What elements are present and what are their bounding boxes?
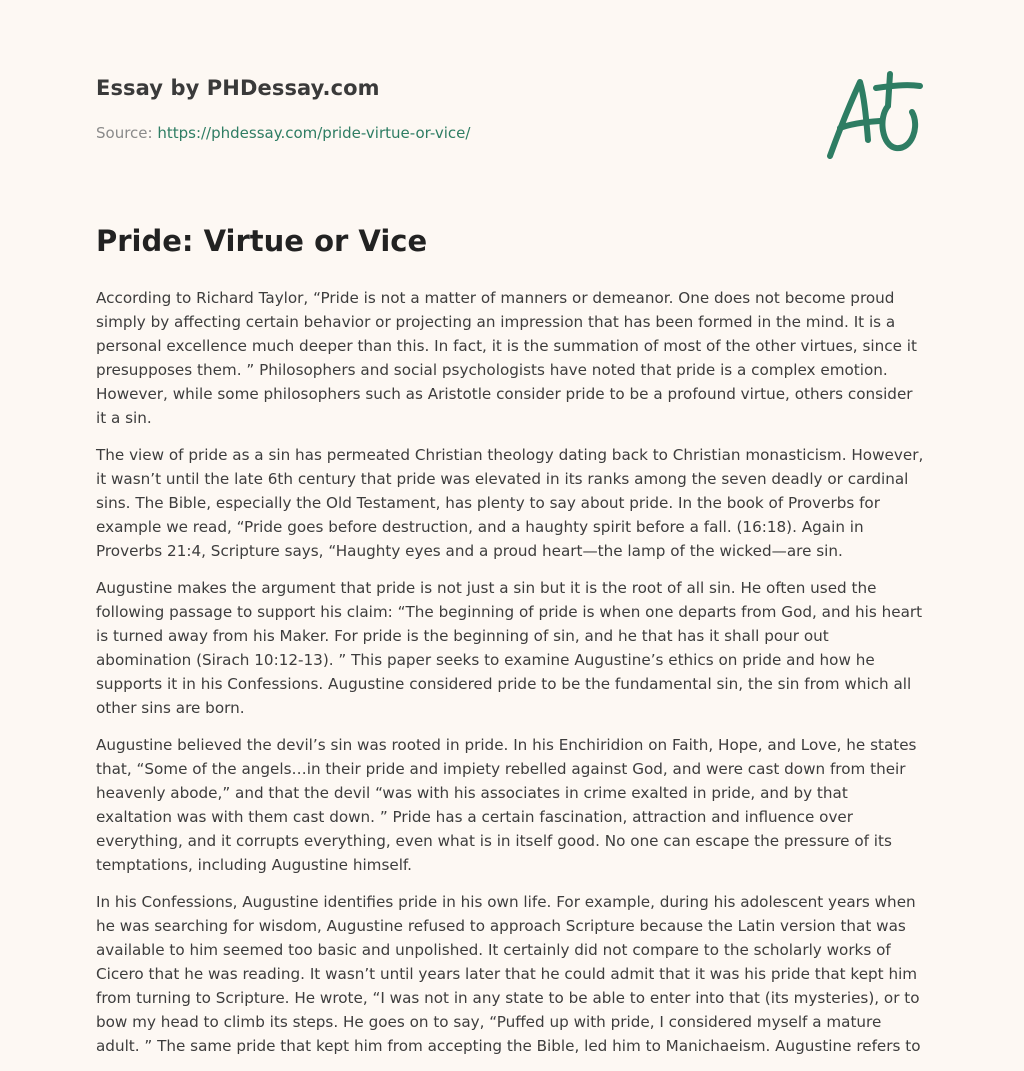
source-line xyxy=(96,124,470,142)
article-title: Pride: Virtue or Vice xyxy=(96,224,428,258)
source-link[interactable]: https://phdessay.com/pride-virtue-or-vice/ xyxy=(157,124,471,142)
article-paragraph: Augustine makes the argument that pride is not just a sin but it is the root of all sin. He often used the following passage to support his claim: “The beginning of pride is when one departs from God, and his heart is turned away from his Maker. For pride is the beginning of sin, and he that has it shall pour out abomination (Sirach 10:12-13). ” This paper seeks to examine Augustine’s ethics on pride and how he supports it in his Confessions. Augustine considered pride to be the fundamental sin, the sin from which all other sins are born. xyxy=(96,579,923,717)
article-paragraph: The view of pride as a sin has permeated Christian theology dating back to Christian monasticism. However, it wasn’t until the late 6th century that pride was elevated in its ranks among the seven deadly or cardinal sins. The Bible, especially the Old Testament, has plenty to say about pride. In the book of Proverbs for example we read, “Pride goes before destruction, and a haughty spirit before a fall. (16:18). Again in Proverbs 21:4, Scripture says, “Haughty eyes and a proud heart—the lamp of the wicked—are sin. xyxy=(96,446,924,560)
article-paragraph: In his Confessions, Augustine identifies pride in his own life. For example, during his adolescent years when he was searching for wisdom, Augustine refused to approach Scripture because the Latin version that was available to him seemed too basic and unpolished. It certainly did not compare to the scholarly works of Cicero that he was reading. It wasn’t until years later that he could admit that it was his pride that kept him from turning to Scripture. He wrote, “I was not in any state to be able to enter into that (its mysteries), or to bow my head to climb its steps. He goes on to say, “Puffed up with pride, I considered myself a mature adult. ” The same pride that kept him from accepting the Bible, led him to Manichaeism. Augustine refers to xyxy=(96,893,921,1055)
site-brand: Essay by PHDessay.com xyxy=(96,76,380,100)
article-paragraph: Augustine believed the devil’s sin was rooted in pride. In his Enchiridion on Faith, Hope, and Love, he states that, “Some of the angels…in their pride and impiety rebelled against God, and were cast down from their heavenly abode,” and that the devil “was with his associates in crime exalted in pride, and by that exaltation was with them cast down. ” Pride has a certain fascination, attraction and influence over everything, and it corrupts everything, even what is in itself good. No one can escape the pressure of its temptations, including Augustine himself. xyxy=(96,736,917,874)
article-body xyxy=(96,286,924,1071)
article-paragraph: According to Richard Taylor, “Pride is not a matter of manners or demeanor. One does not become proud simply by affecting certain behavior or projecting an impression that has been formed in the mind. It is a personal excellence much deeper than this. In fact, it is the summation of most of the other virtues, since it presupposes them. ” Philosophers and social psychologists have noted that pride is a complex emotion. However, while some philosophers such as Aristotle consider pride to be a profound virtue, others consider it a sin. xyxy=(96,289,917,427)
source-label: Source: xyxy=(96,124,158,142)
a-plus-logo-icon xyxy=(820,66,930,166)
